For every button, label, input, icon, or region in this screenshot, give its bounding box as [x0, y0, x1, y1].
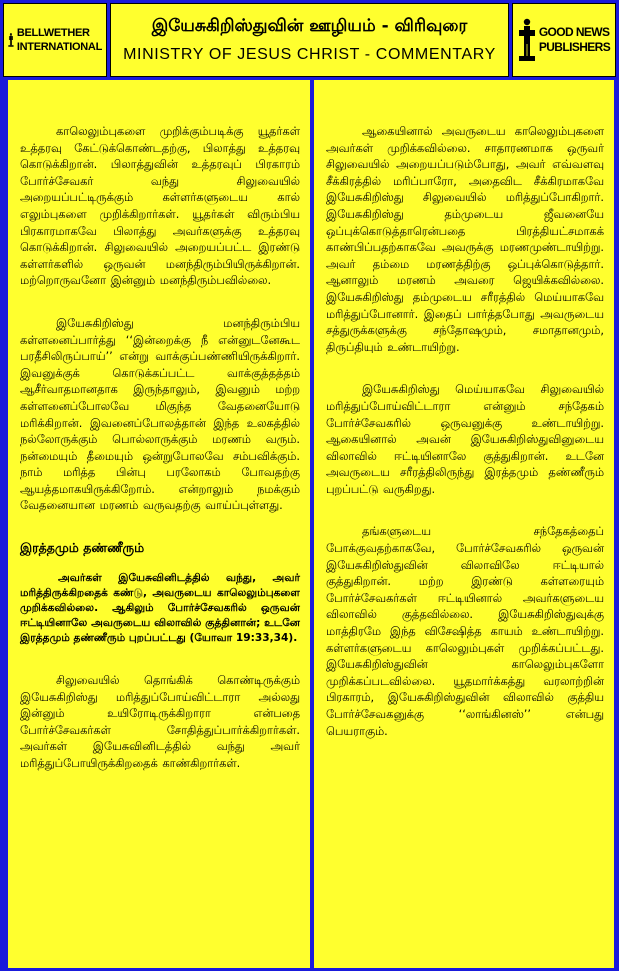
bellwether-figure-icon [8, 18, 14, 62]
title-box [110, 3, 509, 77]
left-column [8, 80, 310, 968]
page-title-tamil: இயேசுகிறிஸ்துவின் ஊழியம் - விரிவுரை [151, 16, 468, 36]
left-logo-line2: INTERNATIONAL [16, 41, 102, 53]
left-paragraph-3: சிலுவையில் தொங்கிக் கொண்டிருக்கும் இயேசுகிறிஸ்து மரித்துப்போய்விட்டாரா அல்லது இன்னும் உயிரோடிருக்கிறாரா என்பதை போர்ச்சேவகர்கள் சோதித்துப்பார்க்கிறார்கள். அவர்கள் இயேசுவினிடத்தில் வந்து அவர் மரித்துப்போயிருக்கிறதைக் காண்கிறார்கள். [20, 673, 300, 771]
right-paragraph-3: தங்களுடைய சந்தேகத்தைப் போக்குவதற்காகவே, போர்ச்சேவகரில் ஒருவன் இயேசுகிறிஸ்துவின் விலாவிலே ஈட்டியால் குத்துகிறான். மற்ற இரண்டு கள்ளரையும் போர்ச்சேவகர்கள் ஈட்டியினால் அவர்களுடைய விலாவில் குத்தவில்லை. இயேசுகிறிஸ்துவுக்கு மாத்திரமே இந்த விசேஷித்த காயம் உண்டாயிற்று. கள்ளர்களுடைய காலெலும்புகள் முறிக்கப்பட்டது. இயேசுகிறிஸ்துவின் காலெலும்புகளோ முறிக்கப்படவில்லை. யூதமார்க்கத்து வரலாற்றின் பிரகாரம், இயேசுகிறிஸ்துவின் விலாவில் குத்திய போர்ச்சேவகனுக்கு ‘‘லாங்கினஸ்’’ என்பது பெயராகும். [326, 524, 604, 738]
left-paragraph-1: காலெலும்புகளை முறிக்கும்படிக்கு யூதர்கள் உத்தரவு கேட்டுக்கொண்டதற்கு, பிலாத்து உத்தரவு கொடுக்கிறான். பிலாத்துவின் உத்தரவுப் பிரகாரம் போர்ச்சேவகர் வந்து சிலுவையில் அறையப்பட்டிருக்கும் கள்ளர்களுடைய கால் எலும்புகளை முறிக்கிறார்கள். யூதர்கள் விரும்பிய பிரகாரமாகவே பிலாத்து அவர்களுக்கு உத்தரவு கொடுக்கிறான். சிலுவையில் அறையப்பட்ட இரண்டு கள்ளர்களில் ஒருவன் மனந்திரும்பியிருக்கிறான். மற்றொருவனோ இன்னும் மனந்திரும்பவில்லை. [20, 124, 300, 288]
right-logo-line1: GOOD NEWS [538, 25, 610, 39]
bellwether-logo [3, 3, 107, 77]
right-paragraph-2: இயேசுகிறிஸ்து மெய்யாகவே சிலுவையில் மரித்துப்போய்விட்டாரா என்னும் சந்தேகம் போர்ச்சேவகரில் ஒருவனுக்கு உண்டாயிற்று. ஆகையினால் அவன் இயேசுகிறிஸ்துவினுடைய விலாவில் ஈட்டியினாலே குத்துகிறான். உடனே அவருடைய சரீரத்திலிருந்து இரத்தமும் தண்ணீரும் புறப்பட்டு வருகிறது. [326, 382, 604, 496]
section-heading: இரத்தமும் தண்ணீரும் [20, 540, 145, 556]
header-banner [3, 3, 616, 77]
good-news-logo [512, 3, 616, 77]
page-title-english: MINISTRY OF JESUS CHRIST - COMMENTARY [123, 46, 496, 63]
left-logo-line1: BELLWETHER [16, 27, 90, 39]
right-paragraph-1: ஆகையினால் அவருடைய காலெலும்புகளை அவர்கள் முறிக்கவில்லை. சாதாரணமாக ஒருவர் சிலுவையில் அறையப்படும்போது, அவர் எவ்வளவு சீக்கிரத்தில் மரிப்பாரோ, அதைவிட சீக்கிரமாகவே இயேசுகிறிஸ்து சிலுவையில் மரித்துப்போகிறார். இயேசுகிறிஸ்து தம்முடைய ஜீவனையே ஒப்புக்கொடுத்தாரென்பதை பிரத்தியட்சமாகக் காண்பிப்பதற்காகவே அவருக்கு மரணமுண்டாயிற்று. அவர் தம்மை மரணத்திற்கு ஒப்புக்கொடுத்தார். ஆனாலும் மரணம் அவரை ஜெயிக்கவில்லை. இயேசுகிறிஸ்து தம்முடைய சரீரத்தில் மெய்யாகவே மரித்துப்போனார். இதைப் பார்த்தபோது அவருடைய சத்துருக்களுக்கு சந்தோஷமும், சமாதானமும், திருப்தியும் உண்டாயிற்று. [326, 124, 604, 354]
scripture-quote: அவர்கள் இயேசுவினிடத்தில் வந்து, அவர் மரித்திருக்கிறதைக் கண்டு, அவருடைய காலெலும்புகளை முறிக்கவில்லை. ஆகிலும் போர்ச்சேவகரில் ஒருவன் ஈட்டியினாலே அவருடைய விலாவில் குத்தினான்; உடனே இரத்தமும் தண்ணீரும் புறப்பட்டது (யோவா 19:33,34). [20, 572, 300, 645]
right-column [314, 80, 614, 968]
left-paragraph-2: இயேசுகிறிஸ்து மனந்திரும்பிய கள்ளனைப்பார்த்து ‘‘இன்றைக்கு நீ என்னுடனேகூட பரதீசிலிருப்பாய்’’ என்று வாக்குப்பண்ணியிருக்கிறார். இவனுக்குக் கொடுக்கப்பட்ட வாக்குத்தத்தம் ஆசீர்வாதமானதாக இருந்தாலும், இவனும் மற்ற கள்ளனைப்போலவே மிகுந்த வேதனையோடு மரிக்கிறான். இவனைப்போலத்தான் இந்த உலகத்தில் நல்லோருக்கும் பொல்லாருக்கும் மரணம் வரும். நன்மையும் தீமையும் ஒன்றுபோலவே சம்பவிக்கும். நாம் மரித்த பின்பு பரலோகம் போவதற்கு ஆயத்தமாகயிருக்கிறோம். என்றாலும் நமக்கும் வேதனையான மரணம் வருவதற்கு வாய்ப்புள்ளது. [20, 315, 300, 513]
right-logo-line2: PUBLISHERS [538, 40, 611, 54]
book-figure-icon [518, 18, 536, 62]
